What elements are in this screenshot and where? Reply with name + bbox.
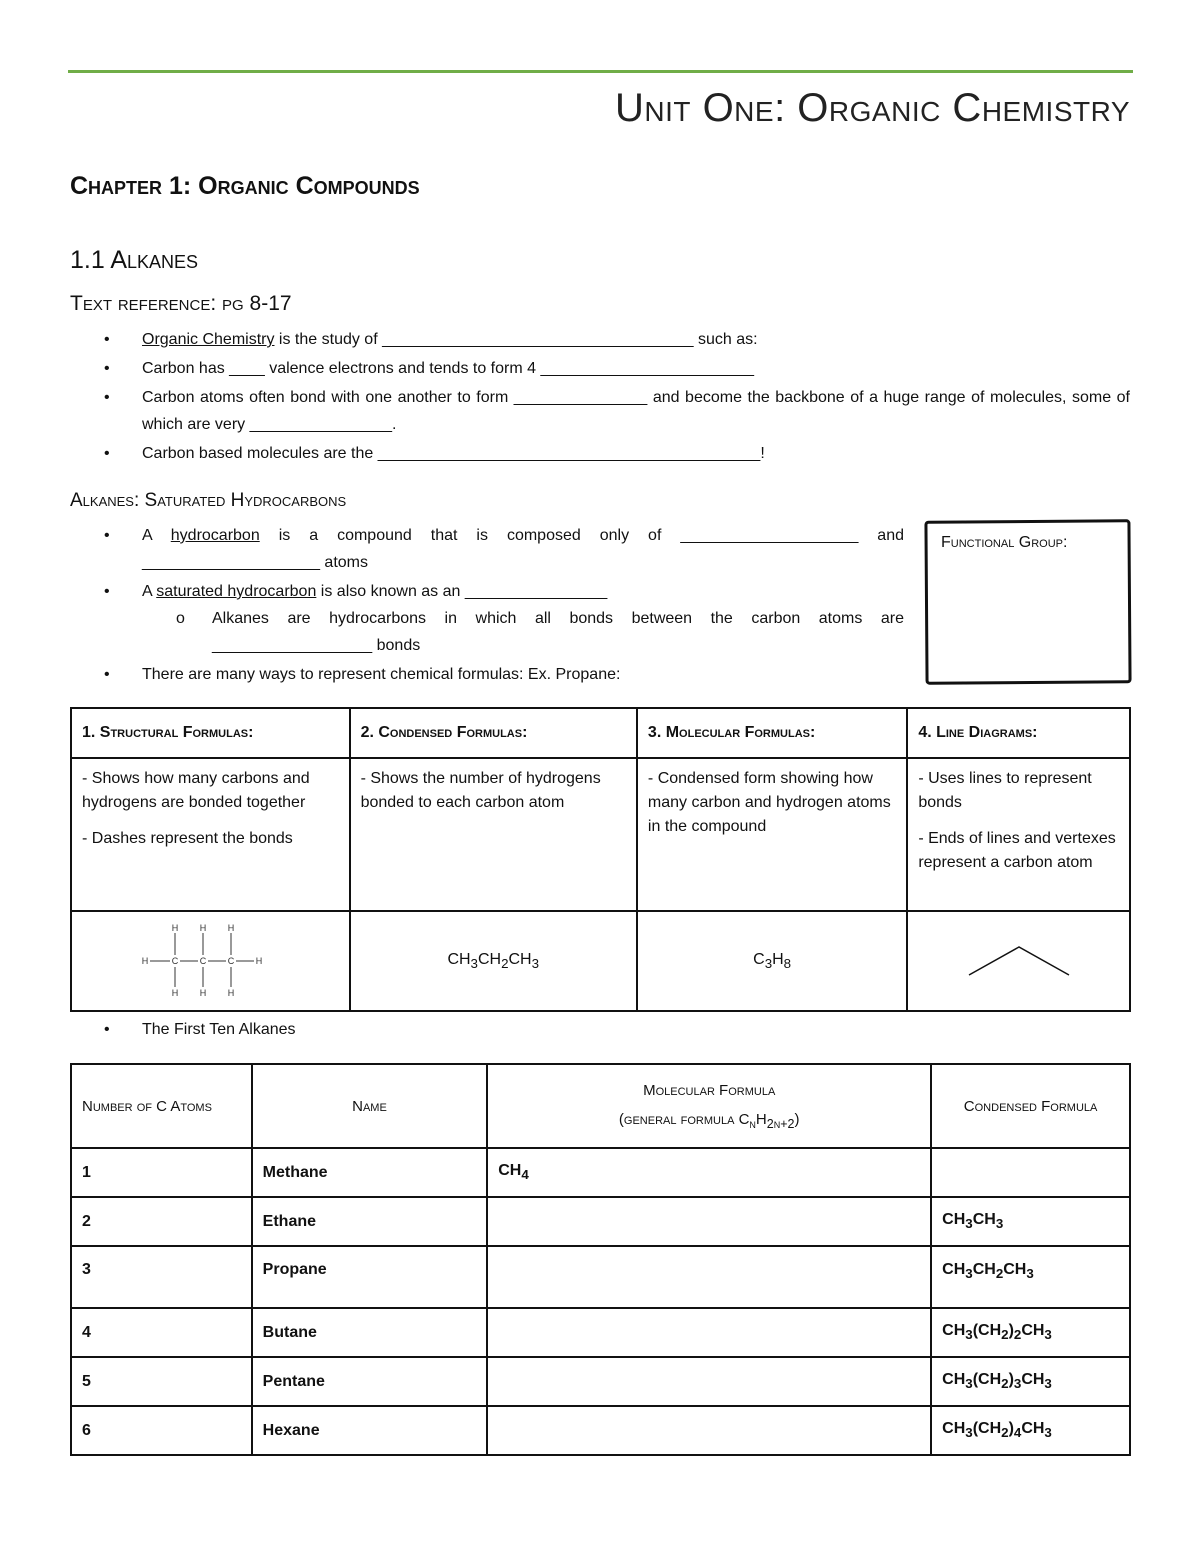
formula-types-table [70,707,1131,1012]
example-structural [71,911,350,1011]
list-item: • A hydrocarbon is a compound that is composed only of ____________________ and ____________________ atoms [104,527,905,571]
example-line [907,911,1130,1011]
chapter-title: Chapter 1: Organic Compounds [70,172,420,200]
intro-bullet-list [70,326,1130,467]
col-header-cond: Condensed Formula [931,1064,1130,1148]
atom-h: H [142,956,149,966]
atom-h: H [200,923,207,933]
desc-line: - Uses lines to represent bonds - Ends of lines and vertexes represent a carbon atom [907,758,1130,911]
atom-c: C [200,956,207,966]
alkanes-table [70,1063,1131,1456]
list-item: • The First Ten Alkanes [104,1021,296,1038]
list-item: • Carbon atoms often bond with one another to form _______________ and become the backbone of a huge range of molecules, some of which are very ________________. [104,389,1130,433]
atom-h: H [228,988,235,998]
text-reference: Text reference: pg 8-17 [70,292,292,315]
list-item: • Carbon based molecules are the ___________________________________________! [104,445,765,462]
section-title: 1.1 Alkanes [70,246,199,274]
atom-h: H [256,956,263,966]
atom-h: H [172,988,179,998]
example-condensed: $CH_3CH_2CH_3$ [350,911,637,1011]
first-ten-bullet [70,1016,870,1043]
list-item: o Alkanes are hydrocarbons in which all bonds between the carbon atoms are __________________ bonds [176,610,904,654]
col-header-num: Number of C Atoms [71,1064,252,1148]
alkanes-heading: Alkanes: Saturated Hydrocarbons [70,490,347,511]
table-row: 4 Butane $CH_3(CH_2)_2CH_3$ [71,1308,1130,1357]
list-item: • A saturated hydrocarbon is also known as an ________________ [104,583,608,600]
header-structural: 1. Structural Formulas: [71,708,350,758]
table-row: 2 Ethane $CH_3CH_3$ [71,1197,1130,1246]
list-item: • Organic Chemistry is the study of ___________________________________ such as: [104,331,758,348]
atom-c: C [172,956,179,966]
functional-group-label: Functional Group: [941,534,1068,551]
propane-line-diagram [964,941,1074,981]
alkane-bullet-list [70,522,904,688]
table-row: 3 Propane $CH_3CH_2CH_3$ [71,1246,1130,1308]
atom-h: H [200,988,207,998]
desc-structural: - Shows how many carbons and hydrogens are bonded together - Dashes represent the bonds [71,758,350,911]
header-molecular: 3. Molecular Formulas: [637,708,907,758]
atom-h: H [172,923,179,933]
table-row: 5 Pentane $CH_3(CH_2)_3CH_3$ [71,1357,1130,1406]
list-item: • There are many ways to represent chemical formulas: Ex. Propane: [104,666,621,683]
desc-condensed: - Shows the number of hydrogens bonded to each carbon atom [350,758,637,911]
list-item: • Carbon has ____ valence electrons and tends to form 4 ________________________ [104,360,755,377]
table-row: 6 Hexane $CH_3(CH_2)_4CH_3$ [71,1406,1130,1455]
header-condensed: 2. Condensed Formulas: [350,708,637,758]
table-row: 1 Methane $CH_4$ [71,1148,1130,1197]
unit-title: Unit One: Organic Chemistry [614,86,1130,130]
example-molecular: $C_3H_8$ [637,911,907,1011]
header-line: 4. Line Diagrams: [907,708,1130,758]
col-header-name: Name [252,1064,488,1148]
col-header-mol: Molecular Formula (general formula $C_nH_{2n+2}$) [487,1064,931,1148]
propane-structural-diagram [140,921,280,1001]
header-rule [68,70,1133,73]
atom-c: C [228,956,235,966]
atom-h: H [228,923,235,933]
desc-molecular: - Condensed form showing how many carbon and hydrogen atoms in the compound [637,758,907,911]
